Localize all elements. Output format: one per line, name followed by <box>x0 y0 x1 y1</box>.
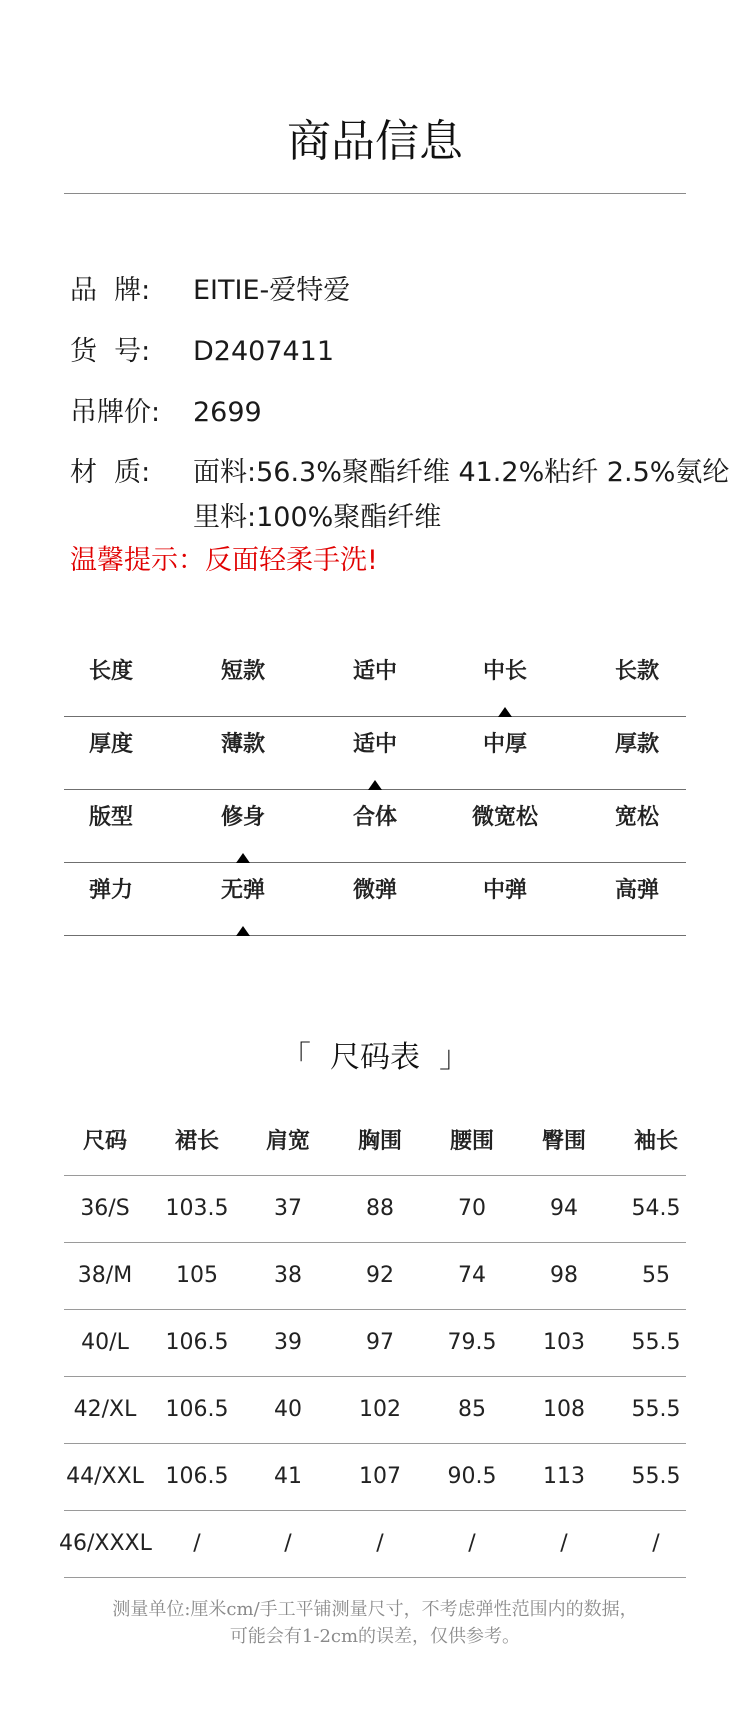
size-cell: 103 <box>543 1330 585 1355</box>
size-chart-title: 「 尺码表 」 <box>280 1040 470 1075</box>
attribute-option: 短款 <box>220 659 265 684</box>
size-cell: / <box>193 1531 201 1556</box>
attribute-option: 适中 <box>352 659 397 684</box>
size-cell: 54.5 <box>631 1196 681 1221</box>
info-value: EITIE-爱特爱 <box>193 275 351 306</box>
attribute-option: 厚款 <box>614 732 659 757</box>
size-cell: / <box>652 1531 660 1556</box>
selected-marker-icon <box>236 853 250 863</box>
size-cell: 74 <box>458 1263 486 1288</box>
size-cell: 55.5 <box>631 1464 681 1489</box>
attribute-option: 薄款 <box>220 732 265 757</box>
attribute-option: 合体 <box>352 805 397 830</box>
size-cell: 42/XL <box>73 1397 137 1422</box>
size-table-row <box>64 1243 686 1310</box>
size-cell: 55 <box>642 1263 670 1288</box>
info-row <box>70 271 750 311</box>
size-cell: 106.5 <box>165 1397 229 1422</box>
selected-marker-icon <box>368 780 382 790</box>
attribute-option: 微弹 <box>352 878 397 903</box>
attribute-option: 修身 <box>220 805 265 830</box>
page-title: 商品信息 <box>287 116 463 167</box>
attribute-option: 中长 <box>482 659 527 684</box>
size-cell: 90.5 <box>447 1464 497 1489</box>
size-header-cell: 肩宽 <box>265 1129 310 1154</box>
size-cell: 40/L <box>81 1330 129 1355</box>
size-cell: / <box>468 1531 476 1556</box>
size-cell: / <box>376 1531 384 1556</box>
info-row <box>70 332 750 372</box>
attribute-name: 长度 <box>88 659 133 684</box>
attribute-option: 适中 <box>352 732 397 757</box>
attribute-option: 中弹 <box>482 878 527 903</box>
info-row <box>70 498 750 538</box>
selected-marker-icon <box>498 707 512 717</box>
measure-note-line-1: 测量单位:厘米cm/手工平铺测量尺寸，不考虑弹性范围内的数据， <box>112 1599 638 1620</box>
attribute-name: 弹力 <box>88 878 133 903</box>
selected-marker-icon <box>236 926 250 936</box>
size-cell: 70 <box>458 1196 486 1221</box>
measure-note-line-2: 可能会有1-2cm的误差，仅供参考。 <box>229 1626 521 1647</box>
size-cell: / <box>284 1531 292 1556</box>
size-header-cell: 尺码 <box>82 1129 127 1154</box>
attribute-row <box>64 863 686 936</box>
size-cell: 38/M <box>77 1263 133 1288</box>
size-cell: 55.5 <box>631 1397 681 1422</box>
size-cell: 106.5 <box>165 1464 229 1489</box>
size-header-cell: 腰围 <box>449 1129 494 1154</box>
attribute-row <box>64 790 686 863</box>
size-cell: 41 <box>274 1464 302 1489</box>
size-cell: 92 <box>366 1263 394 1288</box>
care-tip: 温馨提示：反面轻柔手洗! <box>70 545 378 576</box>
size-table-row <box>64 1377 686 1444</box>
attribute-option: 高弹 <box>614 878 659 903</box>
size-cell: 113 <box>543 1464 585 1489</box>
size-header-cell: 臀围 <box>541 1129 586 1154</box>
size-table-row <box>59 1511 686 1578</box>
info-row <box>70 393 750 433</box>
attribute-row <box>64 717 686 790</box>
size-header-cell: 袖长 <box>633 1129 678 1154</box>
size-cell: 55.5 <box>631 1330 681 1355</box>
size-cell: 105 <box>176 1263 218 1288</box>
size-cell: 79.5 <box>447 1330 497 1355</box>
info-label: 材 质: <box>70 457 151 488</box>
info-label: 货 号: <box>70 336 151 367</box>
size-cell: 85 <box>458 1397 486 1422</box>
size-cell: 97 <box>366 1330 394 1355</box>
size-cell: 107 <box>359 1464 401 1489</box>
size-cell: 38 <box>274 1263 302 1288</box>
size-header-cell: 胸围 <box>357 1129 402 1154</box>
attribute-option: 无弹 <box>220 878 265 903</box>
size-cell: 94 <box>550 1196 578 1221</box>
info-label: 吊牌价: <box>70 397 161 428</box>
size-cell: 46/XXXL <box>59 1531 152 1556</box>
info-value: 2699 <box>193 397 262 428</box>
info-value: 面料:56.3%聚酯纤维 41.2%粘纤 2.5%氨纶 <box>193 457 730 488</box>
info-value: D2407411 <box>193 336 335 367</box>
info-row <box>70 453 750 493</box>
attribute-option: 宽松 <box>614 805 659 830</box>
attribute-name: 版型 <box>88 805 133 830</box>
attribute-option: 长款 <box>614 659 659 684</box>
attribute-name: 厚度 <box>88 732 133 757</box>
size-cell: 36/S <box>80 1196 130 1221</box>
size-cell: 108 <box>543 1397 585 1422</box>
attribute-row <box>64 644 686 717</box>
attribute-option: 微宽松 <box>471 805 538 830</box>
size-cell: 39 <box>274 1330 302 1355</box>
size-cell: 88 <box>366 1196 394 1221</box>
size-cell: / <box>560 1531 568 1556</box>
size-cell: 98 <box>550 1263 578 1288</box>
size-cell: 40 <box>274 1397 302 1422</box>
info-label: 品 牌: <box>70 275 151 306</box>
title-divider <box>64 193 686 194</box>
size-cell: 44/XXL <box>66 1464 144 1489</box>
size-table-row <box>64 1310 686 1377</box>
info-value: 里料:100%聚酯纤维 <box>193 502 442 533</box>
size-table-row <box>64 1444 686 1511</box>
size-table-row <box>64 1176 686 1243</box>
size-header-cell: 裙长 <box>174 1129 219 1154</box>
size-table-header <box>64 1109 686 1176</box>
attribute-option: 中厚 <box>482 732 527 757</box>
size-cell: 106.5 <box>165 1330 229 1355</box>
size-cell: 103.5 <box>165 1196 229 1221</box>
size-cell: 102 <box>359 1397 401 1422</box>
size-cell: 37 <box>274 1196 302 1221</box>
